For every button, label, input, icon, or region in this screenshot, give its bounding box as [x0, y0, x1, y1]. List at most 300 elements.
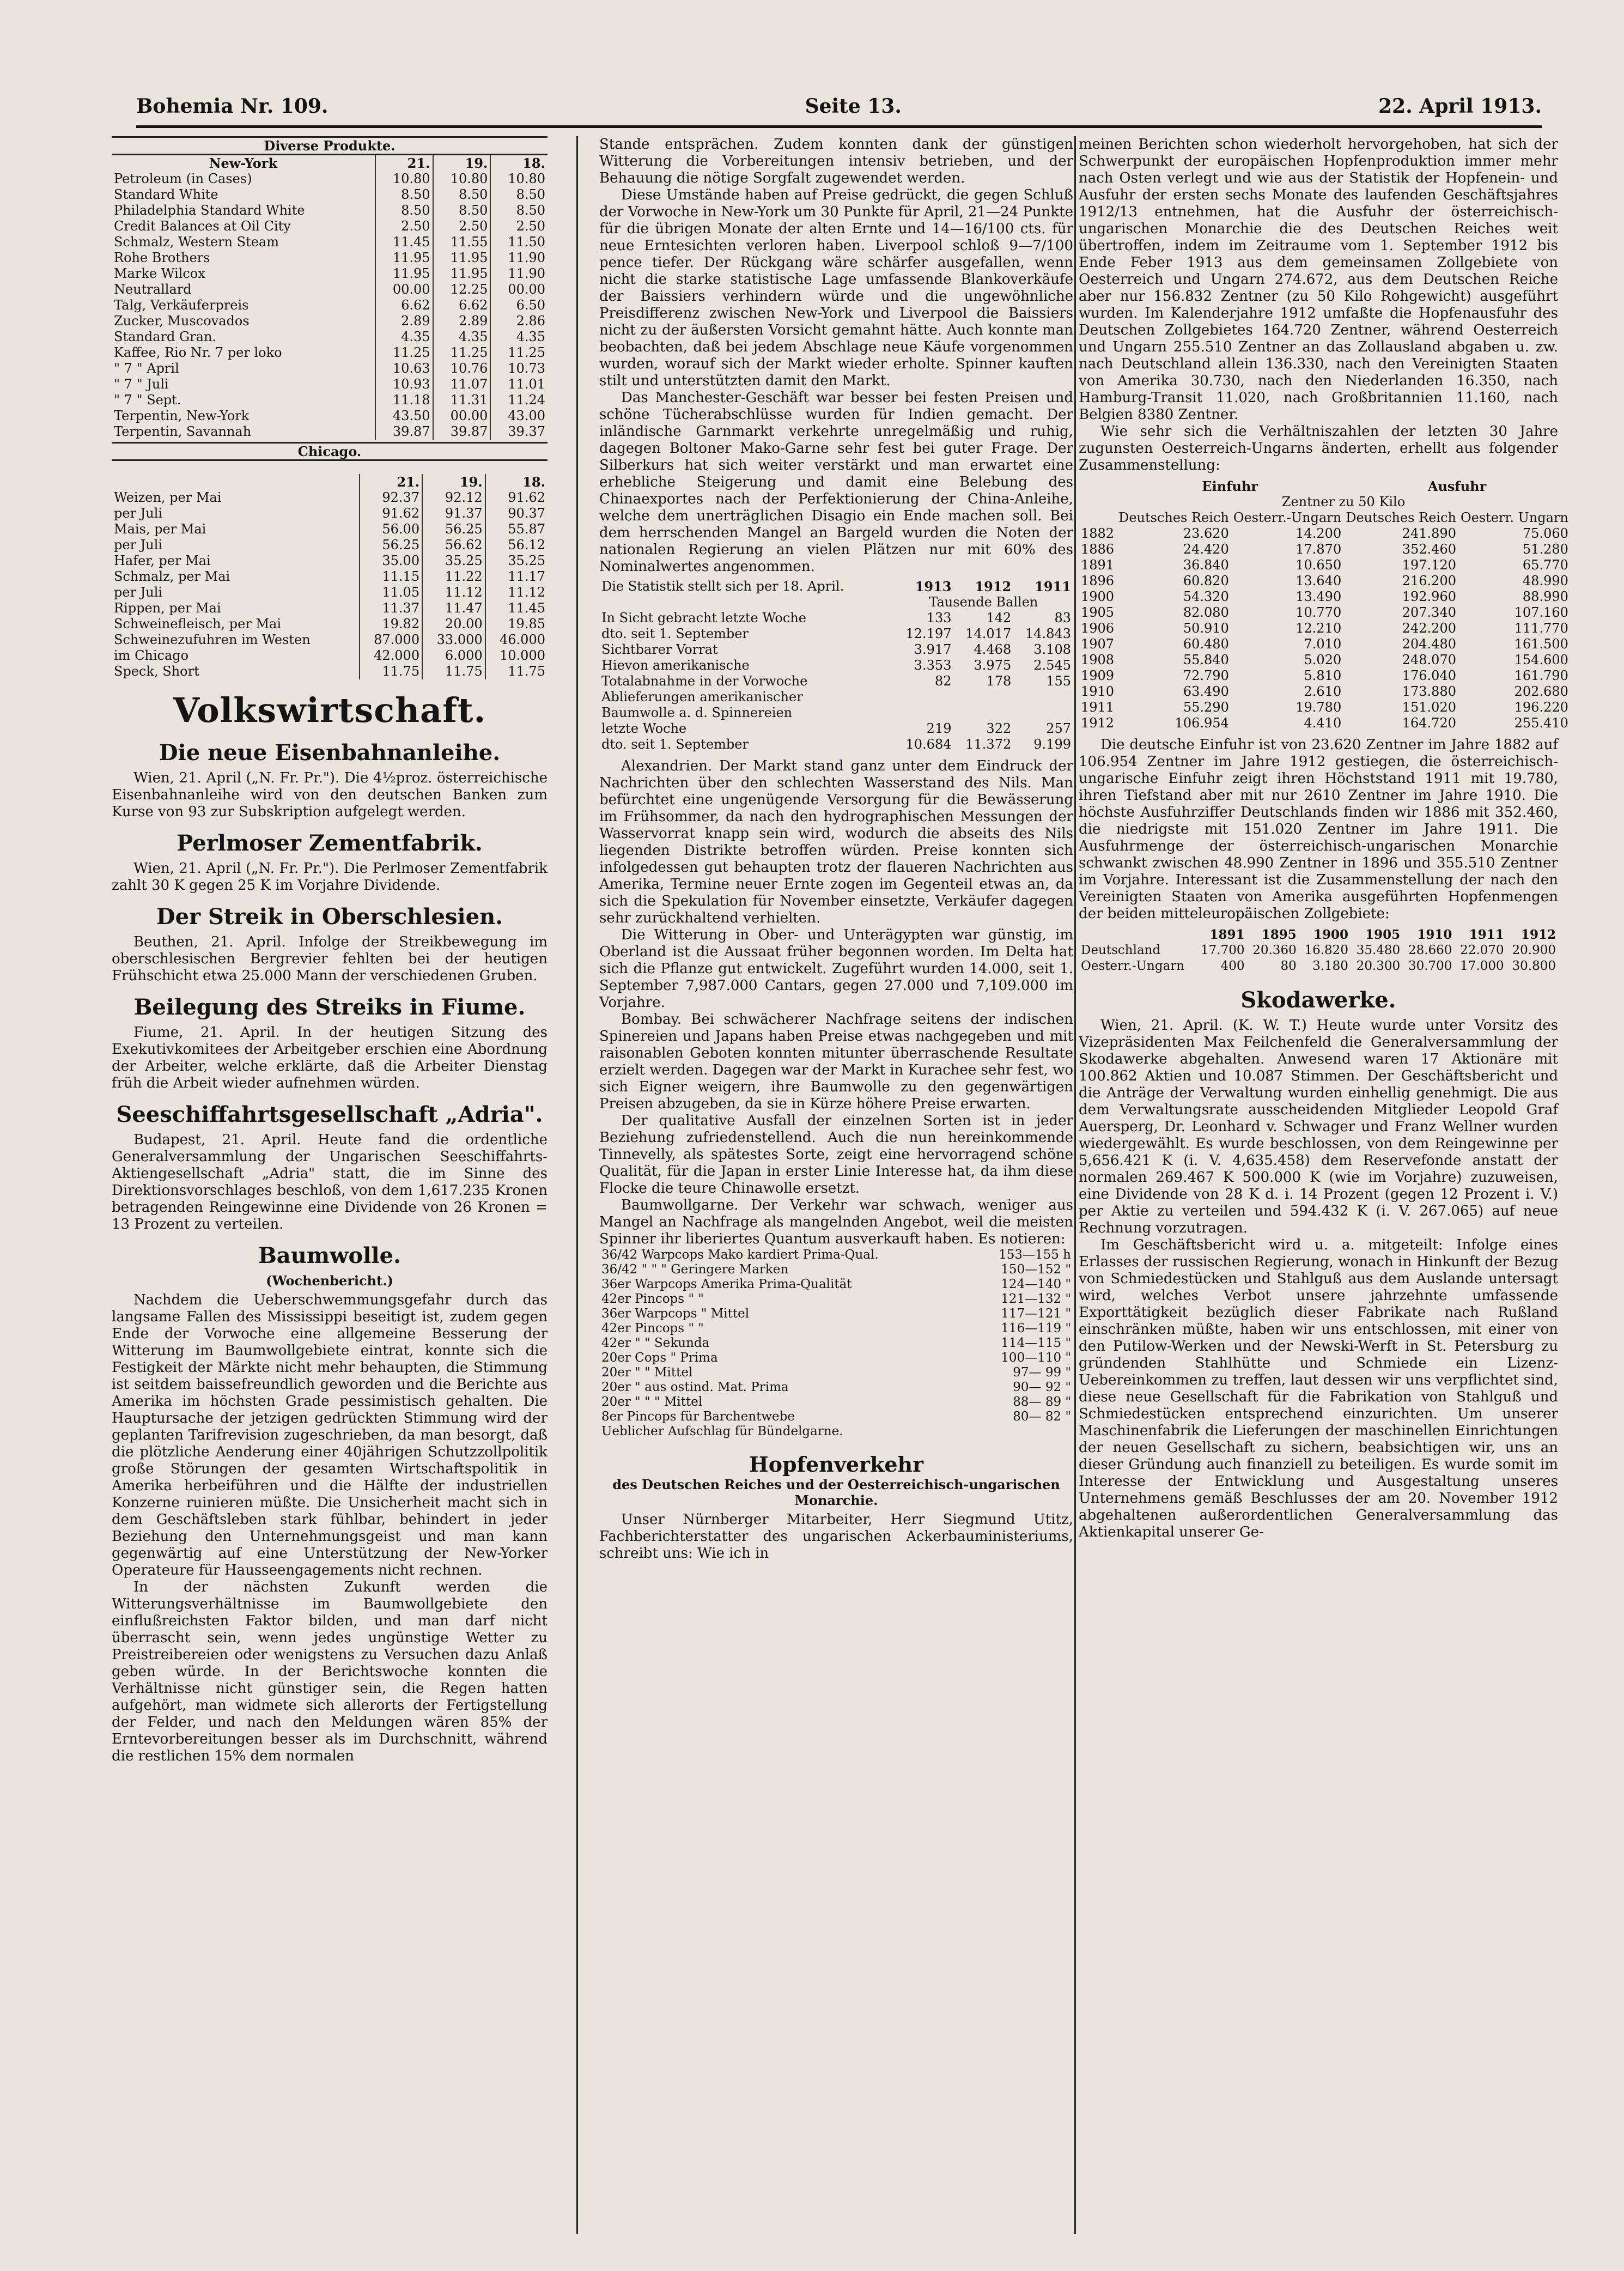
cell-value: 241.890: [1402, 526, 1456, 541]
row-label: 20er " aus ostind. Mat. Prima: [601, 1380, 789, 1394]
table-row: [1079, 668, 1571, 684]
table-row: [599, 1424, 1073, 1439]
table-row: [1079, 589, 1571, 605]
table-row: [1079, 621, 1571, 636]
table-row: [112, 506, 548, 521]
cell-value: 11.95: [433, 250, 491, 266]
cell-value: 11.15: [360, 569, 423, 585]
year-head: 1912: [1520, 927, 1556, 942]
table-row: [112, 234, 548, 250]
cell-value: 7.010: [1304, 636, 1342, 652]
table-row: [599, 1336, 1073, 1351]
cell-value: 11.37: [360, 600, 423, 616]
baumwolle-subtitle: (Wochenbericht.): [266, 1273, 393, 1289]
cell-value: 39.37: [490, 424, 548, 440]
article-title: Der Streik in Oberschlesien.: [156, 904, 503, 930]
row-year: 1886: [1081, 542, 1115, 557]
cell-value: 6.62: [375, 297, 433, 313]
cell-value: 8.50: [375, 187, 433, 203]
row-label: Rohe Brothers: [114, 250, 210, 265]
row-year: 1912: [1081, 715, 1115, 731]
row-label: Zucker, Muscovados: [114, 313, 250, 329]
statistik-intro: Die Statistik stellt sich per 18. April.: [601, 579, 844, 594]
table-row: [599, 1292, 1073, 1307]
row-label: 20er " " Mittel: [601, 1365, 693, 1380]
column-rule: [1074, 136, 1076, 2234]
cell-value: 10.76: [433, 361, 491, 377]
cell-value: [1013, 689, 1073, 705]
cell-value: 90.37: [485, 506, 548, 521]
row-label: Speck, Short: [114, 664, 199, 679]
paper-issue: Bohemia Nr. 109.: [136, 95, 329, 118]
baumwolle-title: Baumwolle.: [258, 1243, 401, 1268]
column-1: [112, 136, 548, 2239]
table-row: [112, 408, 548, 424]
year-head: 1895: [1261, 927, 1297, 942]
cell-value: 2.89: [433, 313, 491, 329]
cell-value: 55.87: [485, 521, 548, 537]
cell-value: 46.000: [485, 632, 548, 648]
row-label: Talg, Verkäuferpreis: [114, 297, 249, 313]
table-row: [112, 266, 548, 282]
cell-value: 28.660: [1408, 943, 1452, 957]
cell-value: 176.040: [1402, 668, 1456, 683]
article-title: Seeschiffahrtsgesellschaft „Adria".: [116, 1102, 543, 1127]
table-row: [599, 1307, 1073, 1321]
cell-value: 35.25: [422, 553, 485, 569]
baumwolle-paragraph: Stande entsprächen. Zudem konnten dank der günstigen Witterung die Vorbereitungen intensiv betrieben, und der Behauung die nötige Sorgfalt zugewendet werden.: [599, 136, 1073, 186]
row-label: Hafer, per Mai: [114, 553, 211, 568]
cell-value: 10.63: [375, 361, 433, 377]
row-label: Schmalz, Western Steam: [114, 234, 279, 250]
cell-value: 19.780: [1295, 700, 1342, 715]
cell-value: 12.197: [905, 626, 952, 641]
col-head: Deutsches Reich: [1346, 510, 1456, 525]
row-label: dto. seit 1. September: [601, 737, 749, 752]
year-head: 1900: [1313, 927, 1348, 942]
cell-value: 3.975: [974, 658, 1012, 673]
bombay-paragraph: Der qualitative Ausfall der einzelnen Sorten ist in jeder Beziehung zufriedenstellend. Auch die nun hereinkommende Tinnevelly, als spätestes Sorte, zeigt eine hervorragend schöne Qualität, für die Japan in erster Linie Interesse hat, da ihm diese Flocke die teure Chinawolle ersetzt.: [599, 1113, 1073, 1197]
cell-value: 6.62: [433, 297, 491, 313]
row-year: 1910: [1081, 684, 1115, 699]
row-year: 1908: [1081, 652, 1115, 667]
year-head: 1913: [915, 579, 952, 594]
row-label: Deutschland: [1081, 943, 1161, 957]
table-row: [112, 218, 548, 234]
hopfen-subtitle: des Deutschen Reiches und der Oesterreichisch-ungarischen Monarchie.: [612, 1477, 1060, 1508]
cell-value: 56.25: [422, 521, 485, 537]
skoda-paragraph: Im Geschäftsbericht wird u. a. mitgeteilt: Infolge eines Erlasses der russischen Regierung, wonach in Hinkunft der Bezug von Schmiedestücken und Stahlguß aus dem Auslande untersagt wird, welches Verbot unsere jahrzehnte umfassende Exporttätigkeit bezüglich dieser Fabrikate nach Rußland einschränken müßte, haben wir uns entschlossen, mit einer von den Putilow-Werken und der Newski-Werft in St. Petersburg zu gründenden Stahlhütte und Schmiede ein Lizenz-Uebereinkommen zu treffen, laut dessen wir uns verpflichtet sind, diese neue Gesellschaft für die Fabrikation von Stahlguß und Schmiedestücken entsprechend einzurichten. Um unserer Maschinenfabrik die Lieferungen der maschinellen Einrichtungen der neuen Gesellschaft zu sichern, beabsichtigen wir, uns an dieser Gründung auch finanziell zu beteiligen. Es wurde somit im Interesse der Entwicklung und Ausgestaltung unseres Unternehmens gemäß Beschlusses der am 20. November 1912 abgehaltenen außerordentlichen Generalversammlung das Aktienkapital unserer Ge-: [1079, 1237, 1558, 1540]
cell-value: 207.340: [1402, 605, 1456, 620]
table-row: [112, 297, 548, 313]
cell-value: 8.50: [490, 203, 548, 218]
usa-table: [1079, 927, 1558, 974]
year-head: 1891: [1209, 927, 1245, 942]
cell-value: 12.210: [1295, 621, 1342, 636]
cell-value: 111.770: [1514, 621, 1568, 636]
article-text: Wien, 21. April („N. Fr. Pr."). Die Perlmoser Zementfabrik zahlt 30 K gegen 25 K im Vorjahre Dividende.: [112, 860, 548, 894]
cell-value: 400: [1220, 959, 1245, 973]
cell-value: 6.000: [422, 648, 485, 664]
row-label: Hievon amerikanische: [601, 658, 750, 673]
cell-value: 9.199: [1033, 737, 1071, 752]
chicago-table: [112, 474, 548, 679]
cell-value: 91.62: [360, 506, 423, 521]
table-row: [599, 658, 1073, 673]
col-head: 18.: [485, 474, 548, 490]
table-row: [112, 664, 548, 679]
alexandrien-paragraph: Die Witterung in Ober- und Unterägypten war günstig, im Oberland ist die Aussaat früher begonnen worden. Im Delta hat sich die Pflanze gut entwickelt. Zugeführt wurden 14.000, seit 1. September 7,987.000 Cantars, gegen 27.000 und 7,109.000 im Vorjahre.: [599, 927, 1073, 1011]
cell-value: 33.000: [422, 632, 485, 648]
cell-value: 00.00: [433, 408, 491, 424]
cell-value: 63.490: [1183, 684, 1229, 699]
ausfuhr-head: Ausfuhr: [1427, 478, 1487, 494]
table-row: [1079, 542, 1571, 557]
row-label: im Chicago: [114, 648, 189, 663]
cell-value: 13.640: [1295, 573, 1342, 588]
cell-value: 11.25: [433, 345, 491, 361]
row-label: 42er Pincops " ": [601, 1292, 704, 1306]
hopfen-table: [1079, 478, 1571, 731]
cell-value: 178: [986, 673, 1012, 689]
cell-value: 8.50: [433, 203, 491, 218]
cell-value: [953, 705, 1013, 721]
cell-value: [953, 689, 1013, 705]
cell-value: 2.50: [375, 218, 433, 234]
row-label: per Juli: [114, 537, 163, 552]
row-label: 36er Warpcops Amerika Prima-Qualität: [601, 1277, 852, 1291]
hopfen-paragraph: Unser Nürnberger Mitarbeiter, Herr Siegmund Utitz, Fachberichterstatter des ungarischen Ackerbauministeriums, schreibt uns: Wie ich in: [599, 1511, 1073, 1562]
cell-value: 56.00: [360, 521, 423, 537]
table-row: [112, 521, 548, 537]
table-row: [112, 345, 548, 361]
table-row: [112, 203, 548, 218]
cell-value: 11.45: [375, 234, 433, 250]
cell-value: 192.960: [1402, 589, 1456, 604]
cell-value: 155: [1046, 673, 1071, 689]
cell-value: 43.50: [375, 408, 433, 424]
cell-value: 92.37: [360, 490, 423, 506]
cell-value: 164.720: [1402, 715, 1456, 731]
table-row: [1079, 715, 1571, 731]
table-row: [112, 553, 548, 569]
row-year: 1891: [1081, 557, 1115, 573]
cell-value: 4.35: [375, 329, 433, 345]
cell-value: 12.25: [433, 282, 491, 297]
cell-value: 14.200: [1295, 526, 1342, 541]
table-row: [599, 737, 1073, 752]
cell-value: 35.480: [1356, 943, 1401, 957]
row-label: 42er Pincops " ": [601, 1321, 704, 1335]
diverse-table: [112, 155, 548, 440]
cell-value: 151.020: [1402, 700, 1456, 715]
baumwolle-paragraph: Nachdem die Ueberschwemmungsgefahr durch das langsame Fallen des Mississippi beseitigt ist, zudem gegen Ende der Vorwoche eine allgemeine Besserung der Witterung im Baumwollgebiete eintrat, konnte sich die Festigkeit der Märkte nicht mehr behaupten, die Stimmung ist seitdem baissefreundlich geworden und die Berichte aus Amerika im höchsten Grade pessimistisch gehalten. Die Hauptursache der jetzigen gedrückten Stimmung wird der geplanten Tarifrevision zugeschrieben, da man besorgt, daß die plötzliche Aenderung einer 40jährigen Schutzzollpolitik große Störungen der gesamten Wirtschaftspolitik in Amerika herbeiführen und die Hälfte der industriellen Konzerne ruinieren müßte. Die Unsicherheit macht sich in dem Geschäftsleben stark fühlbar, behindert in jeder Beziehung den Unternehmungsgeist und man kann gegenwärtig auf eine Unterstützung der New-Yorker Operateure für Hausseengagements nicht rechnen.: [112, 1292, 548, 1578]
row-year: 1909: [1081, 668, 1115, 683]
cell-value: 10.650: [1295, 557, 1342, 573]
cell-value: 72.790: [1183, 668, 1229, 683]
cell-value: 8.50: [375, 203, 433, 218]
cell-value: 30.700: [1408, 959, 1452, 973]
cell-value: 116—119 ": [1001, 1321, 1071, 1335]
cell-value: 11.18: [375, 392, 433, 408]
table-row: [112, 329, 548, 345]
statistik-table: [599, 579, 1073, 752]
table-row: [1079, 573, 1571, 589]
row-label: Neutrallard: [114, 282, 192, 297]
article-text: Wien, 21. April („N. Fr. Pr."). Die 4½proz. österreichische Eisenbahnanleihe wird von den deutschen Banken zum Kurse von 93 zur Subskription aufgelegt werden.: [112, 770, 548, 820]
cell-value: 257: [1046, 721, 1071, 736]
cell-value: 75.060: [1522, 526, 1568, 541]
cell-value: 6.50: [490, 297, 548, 313]
cell-value: 124—140 ": [1001, 1277, 1071, 1291]
cell-value: 248.070: [1402, 652, 1456, 667]
table-row: [599, 1380, 1073, 1395]
cell-value: 11.12: [485, 585, 548, 600]
table-row: [1079, 943, 1558, 958]
article-title: Beilegung des Streiks in Fiume.: [133, 994, 526, 1020]
table-row: [599, 610, 1073, 626]
column-2: [599, 136, 1073, 2239]
cell-value: 10.93: [375, 377, 433, 392]
cell-value: 23.620: [1183, 526, 1229, 541]
cell-value: 19.85: [485, 616, 548, 632]
cell-value: 153—155 h: [999, 1248, 1071, 1262]
row-label: 36/42 Warpcops Mako kardiert Prima-Qual.: [601, 1248, 879, 1262]
baumwolle-paragraph: Das Manchester-Geschäft war besser bei festen Preisen und schöne Tücherabschlüsse wurden für Indien gemacht. Der inländische Garnmarkt verkehrte unregelmäßig und ruhig, dagegen Boltoner Mako-Garne sehr fest bei guter Frage. Der Silberkurs hat sich weiter verstärkt und man erwartet eine erhebliche Steigerung und damit eine Belebung des Chinaexportes nach der Perfektionierung der China-Anleihe, welche dem unerträglichen Disagio ein Ende machen soll. Bei dem herrschenden Mangel an Bargeld wurden die Noten der nationalen Regierung an vielen Plätzen nur mit 60% des Nominalwertes angenommen.: [599, 390, 1073, 575]
cell-value: 154.600: [1514, 652, 1568, 667]
col-head: Oesterr.-Ungarn: [1233, 510, 1342, 525]
cell-value: 17.870: [1295, 542, 1342, 557]
table-row: [112, 424, 548, 440]
cell-value: 11.05: [360, 585, 423, 600]
row-label: 8er Pincops für Barchentwebe: [601, 1410, 795, 1424]
row-label: Schmalz, per Mai: [114, 569, 230, 584]
cell-value: 39.87: [433, 424, 491, 440]
garne-paragraph: Baumwollgarne. Der Verkehr war schwach, weniger aus Mangel an Nachfrage als mangelnden Angebot, weil die meisten Spinner ihr liberiertes Quantum ausverkauft haben. Es notieren:: [599, 1197, 1073, 1247]
table-row: [599, 673, 1073, 689]
row-year: 1907: [1081, 636, 1115, 652]
newyork-label: New-York: [209, 155, 278, 171]
cell-value: 11.17: [485, 569, 548, 585]
cell-value: 2.86: [490, 313, 548, 329]
row-label: Marke Wilcox: [114, 266, 205, 281]
cell-value: 202.680: [1514, 684, 1568, 699]
year-head: 1905: [1365, 927, 1401, 942]
cell-value: 22.070: [1460, 943, 1504, 957]
cell-value: 80— 82 ": [1013, 1410, 1071, 1424]
baumwolle-paragraph: Diese Umstände haben auf Preise gedrückt, die gegen Schluß der Vorwoche in New-York um 30 Punkte für April, 21—24 Punkte für die übrigen Monate der alten Ernte und 14—16/100 cts. für neue Erntesichten verloren haben. Liverpool schloß 9—7/100 pence tiefer. Der Rückgang wäre schärfer ausgefallen, wenn nicht die starke statistische Lage umfassende Blankoverkäufe der Baissiers verhindern würde und die ungewöhnliche Preisdifferenz zwischen New-York und Liverpool die Baissiers nicht zu der äußersten Vorsicht gemahnt hätte. Auch konnte man beobachten, daß bei jedem Abschlage neue Käufe vorgenommen wurden, worauf sich der Markt wieder erholte. Spinner kauften stilt und unterstützten damit den Markt.: [599, 187, 1073, 389]
cell-value: 150—152 ": [1001, 1262, 1071, 1277]
cell-value: 11.95: [375, 266, 433, 282]
row-label: Ueblicher Aufschlag für Bündelgarne.: [601, 1424, 843, 1438]
cell-value: 11.07: [433, 377, 491, 392]
cell-value: 4.35: [433, 329, 491, 345]
article-text: Fiume, 21. April. In der heutigen Sitzung des Exekutivkomitees der Arbeitgeber erschien eine Abordnung der Arbeiter, welche erklärte, daß die Arbeiter Dienstag früh die Arbeit wieder aufnehmen würden.: [112, 1024, 548, 1091]
cell-value: 161.790: [1514, 668, 1568, 683]
table-row: [1079, 958, 1558, 974]
row-label: Weizen, per Mai: [114, 490, 222, 505]
page-header: [136, 87, 1542, 128]
cell-value: 20.360: [1252, 943, 1297, 957]
cell-value: 10.770: [1295, 605, 1342, 620]
cell-value: 11.47: [422, 600, 485, 616]
cell-value: [1013, 705, 1073, 721]
cell-value: 30.800: [1512, 959, 1556, 973]
cell-value: 11.22: [422, 569, 485, 585]
cell-value: 90— 92 ": [1013, 1380, 1071, 1394]
cell-value: 142: [986, 610, 1012, 626]
row-year: 1906: [1081, 621, 1115, 636]
cell-value: 5.810: [1304, 668, 1342, 683]
bombay-paragraph: Bombay. Bei schwächerer Nachfrage seitens der indischen Spinereien und Japans haben Preise etwas nachgegeben und mit raisonablen Geboten konnten mitunter überraschende Resultate erzielt werden. Dagegen war der Markt in Kurachee sehr fest, wo sich Eigner weigern, ihre Baumwolle zu den gegenwärtigen Preisen abzugeben, da sie in Kürze höhere Preise erwarten.: [599, 1011, 1073, 1112]
cell-value: 60.820: [1183, 573, 1229, 588]
row-label: Rippen, per Mai: [114, 600, 221, 616]
year-head: 1910: [1417, 927, 1452, 942]
table-row: [112, 377, 548, 392]
hopfen-title: Hopfenverkehr: [749, 1452, 924, 1477]
statistik-unit: Tausende Ballen: [929, 594, 1038, 610]
cell-value: 11.75: [485, 664, 548, 679]
garne-table: [599, 1248, 1073, 1439]
row-label: Sichtbarer Vorrat: [601, 642, 718, 657]
cell-value: 20.00: [422, 616, 485, 632]
cell-value: 17.700: [1201, 943, 1245, 957]
table-row: [1079, 526, 1571, 542]
cell-value: 11.25: [375, 345, 433, 361]
cell-value: 36.840: [1183, 557, 1229, 573]
cell-value: 2.610: [1304, 684, 1342, 699]
table-row: [599, 705, 1073, 721]
cell-value: 11.90: [490, 266, 548, 282]
table-row: [112, 490, 548, 506]
cell-value: 10.73: [490, 361, 548, 377]
row-label: Ablieferungen amerikanischer: [601, 689, 803, 705]
cell-value: 56.62: [422, 537, 485, 553]
cell-value: 82: [934, 673, 952, 689]
row-label: Standard White: [114, 187, 218, 202]
row-label: " 7 " Sept.: [114, 392, 181, 408]
article-text: Beuthen, 21. April. Infolge der Streikbewegung im oberschlesischen Bergrevier fehlten bei der heutigen Frühschicht etwa 25.000 Mann der verschiedenen Gruben.: [112, 934, 548, 984]
cell-value: 88.990: [1522, 589, 1568, 604]
cell-value: 4.35: [490, 329, 548, 345]
cell-value: 11.75: [422, 664, 485, 679]
diverse-title: Diverse Produkte.: [112, 136, 548, 155]
table-row: [112, 171, 548, 187]
cell-value: 50.910: [1183, 621, 1229, 636]
cell-value: 60.480: [1183, 636, 1229, 652]
cell-value: 00.00: [490, 282, 548, 297]
table-row: [599, 1410, 1073, 1424]
row-year: 1911: [1081, 700, 1115, 715]
cell-value: 5.020: [1304, 652, 1342, 667]
cell-value: 11.31: [433, 392, 491, 408]
row-year: 1905: [1081, 605, 1115, 620]
cell-value: 17.000: [1460, 959, 1504, 973]
cell-value: 42.000: [360, 648, 423, 664]
cell-value: 35.00: [360, 553, 423, 569]
row-label: Terpentin, Savannah: [114, 424, 252, 439]
row-label: 20er Cops " Prima: [601, 1351, 718, 1365]
row-label: 36/42 " " " Geringere Marken: [601, 1262, 789, 1277]
cell-value: 322: [986, 721, 1012, 736]
row-label: Credit Balances at Oil City: [114, 218, 291, 234]
hopfen-paragraph: Die deutsche Einfuhr ist von 23.620 Zentner im Jahre 1882 auf 106.954 Zentner im Jahre 1912 gestiegen, die österreichisch-ungarische Einfuhr zeigt ihren Höchststand 1911 mit 19.780, ihren Tiefstand aber mit nur 2610 Zentner im Jahre 1910. Die höchste Ausfuhrziffer Deutschlands finden wir 1886 mit 352.460, die niedrigste mit 151.020 Zentner im Jahre 1911. Die Ausfuhrmenge der österreichisch-ungarischen Monarchie schwankt zwischen 48.990 Zentner in 1896 und 355.510 Zentner im Vorjahre. Interessant ist die Zusammenstellung der nach den Vereinigten Staaten von Amerika ausgeführten Hopfenmengen der beiden mitteleuropäischen Zollgebiete:: [1079, 737, 1558, 922]
cell-value: 11.25: [490, 345, 548, 361]
table-row: [112, 282, 548, 297]
cell-value: 10.80: [433, 171, 491, 187]
cell-value: 82.080: [1183, 605, 1229, 620]
row-label: Mais, per Mai: [114, 521, 206, 537]
cell-value: 204.480: [1402, 636, 1456, 652]
cell-value: 100—110 ": [1001, 1351, 1071, 1365]
cell-value: 242.200: [1402, 621, 1456, 636]
table-row: [112, 187, 548, 203]
year-head: 1911: [1469, 927, 1504, 942]
table-row: [1079, 700, 1571, 715]
table-row: [599, 721, 1073, 737]
col-head: Deutsches Reich: [1118, 510, 1229, 525]
cell-value: 43.00: [490, 408, 548, 424]
issue-date: 22. April 1913.: [1378, 95, 1542, 118]
table-row: [599, 689, 1073, 705]
row-label: " 7 " Juli: [114, 377, 169, 392]
row-label: Philadelphia Standard White: [114, 203, 305, 218]
table-row: [112, 569, 548, 585]
hopfen-paragraph: Wie sehr sich die Verhältniszahlen der letzten 30 Jahre zugunsten Oesterreich-Ungarns änderten, erhellt aus folgender Zusammenstellung:: [1079, 423, 1558, 473]
alexandrien-paragraph: Alexandrien. Der Markt stand ganz unter dem Eindruck der Nachrichten über den schlechten Wasserstand des Nils. Man befürchtet eine ungenügende Versorgung für die Bewässerung im Frühsommer, da nach den hydrographischen Messungen der Wasservorrat knapp sein wird, wodurch die abseits des Nils liegenden Distrikte betroffen würden. Preise konnten sich infolgedessen gut behaupten trotz der flaueren Nachrichten aus Amerika, Termine neuer Ernte zogen im Gegenteil etwas an, da sich die Spekulation für November einsetzte, Verkäufer dagegen sehr zurückhaltend verhielten.: [599, 758, 1073, 926]
article-title: Perlmoser Zementfabrik.: [177, 830, 483, 856]
cell-value: 8.50: [433, 187, 491, 203]
cell-value: 3.917: [914, 642, 952, 657]
column-rule: [576, 136, 578, 2234]
cell-value: 3.108: [1033, 642, 1071, 657]
row-label: Baumwolle a. d. Spinnereien: [601, 705, 793, 720]
cell-value: 173.880: [1402, 684, 1456, 699]
row-label: letzte Woche: [601, 721, 687, 736]
table-row: [599, 1277, 1073, 1292]
table-row: [599, 1262, 1073, 1277]
row-label: per Juli: [114, 585, 163, 600]
col-head: 18.: [490, 155, 548, 171]
cell-value: [894, 689, 954, 705]
cell-value: 56.12: [485, 537, 548, 553]
row-label: 20er " " " Mittel: [601, 1395, 703, 1409]
table-row: [112, 632, 548, 648]
col-head: 21.: [360, 474, 423, 490]
cell-value: 10.000: [485, 648, 548, 664]
row-label: In Sicht gebracht letzte Woche: [601, 610, 806, 626]
table-row: [599, 1351, 1073, 1365]
skoda-title: Skodawerke.: [1240, 987, 1396, 1013]
row-label: 42er " " Sekunda: [601, 1336, 710, 1350]
cell-value: 14.843: [1025, 626, 1071, 641]
cell-value: 352.460: [1402, 542, 1456, 557]
table-row: [599, 1395, 1073, 1410]
cell-value: 13.490: [1295, 589, 1342, 604]
year-head: 1912: [975, 579, 1012, 594]
cell-value: 114—115 ": [1001, 1336, 1071, 1350]
cell-value: 88— 89 ": [1013, 1395, 1071, 1409]
row-label: " 7 " April: [114, 361, 179, 376]
cell-value: 54.320: [1183, 589, 1229, 604]
row-label: dto. seit 1. September: [601, 626, 749, 641]
cell-value: 87.000: [360, 632, 423, 648]
table-row: [112, 585, 548, 600]
cell-value: 11.55: [433, 234, 491, 250]
section-title-volkswirtschaft: Volkswirtschaft.: [173, 690, 486, 730]
table-row: [599, 1248, 1073, 1262]
table-row: [112, 361, 548, 377]
